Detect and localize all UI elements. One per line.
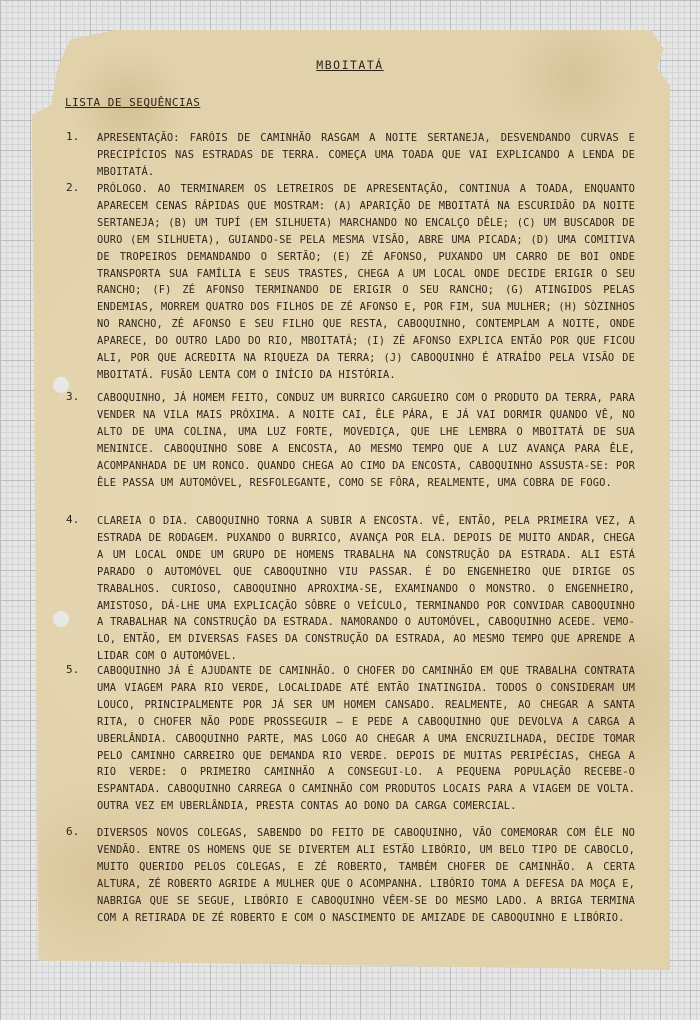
sequence-number: 3.	[66, 390, 80, 403]
sequence-number: 2.	[66, 181, 80, 194]
sequence-number: 1.	[66, 130, 80, 143]
document-subtitle: LISTA DE SEQUÊNCIAS	[65, 96, 201, 109]
sequence-number: 6.	[66, 825, 80, 838]
sequence-number: 5.	[66, 663, 80, 676]
punch-hole	[53, 611, 69, 627]
sequence-text: CABOQUINHO JÁ É AJUDANTE DE CAMINHÃO. O CHOFER DO CAMINHÃO EM QUE TRABALHA CONTRATA UMA VIAGEM PARA RIO VERDE, LOCALIDADE ATÉ ENTÃO INATINGIDA. TODOS O CONSIDERAM UM LOUCO, PRINCIPALMENTE POR JÁ SER UM HOMEM CANSADO. REALMENTE, AO CHEGAR A SANTA RITA, O CHOFER NÃO PODE PROSSEGUIR — E PEDE A CABOQUINHO QUE DEVOLVA A CARGA A UBERLÂNDIA. CABOQUINHO PARTE, MAS LOGO AO CHEGAR A UMA ENCRUZILHADA, DECIDE TOMAR PELO CAMINHO CARREIRO QUE DEMANDA RIO VERDE. DEPOIS DE MUITAS PERIPÉCIAS, CHEGA A RIO VERDE: O PRIMEIRO CAMINHÃO A CONSEGUI-LO. A PEQUENA POPULAÇÃO RECEBE-O ESPANTADA. CABOQUINHO CARREGA O CAMINHÃO COM PRODUTOS LOCAIS PARA A VIAGEM DE VOLTA. OUTRA VEZ EM UBERLÂNDIA, PRESTA CONTAS AO DONO DA CARGA COMERCIAL.	[97, 665, 635, 813]
sequence-text: APRESENTAÇÃO: FARÓIS DE CAMINHÃO RASGAM A NOITE SERTANEJA, DESVENDANDO CURVAS E PRECIPÍCIOS NAS ESTRADAS DE TERRA. COMEÇA UMA TOADA QUE VAI EXPLICANDO A LENDA DE MBOITATÁ.	[97, 132, 635, 178]
sequence-text: CABOQUINHO, JÁ HOMEM FEITO, CONDUZ UM BURRICO CARGUEIRO COM O PRODUTO DA TERRA, PARA VENDER NA VILA MAIS PRÓXIMA. A NOITE CAI, ÊLE PÁRA, E JÁ VAI DORMIR QUANDO VÊ, NO ALTO DE UMA COLINA, UMA LUZ FORTE, MOVEDIÇA, QUE LHE LEMBRA O MBOITATÁ DE SUA MENINICE. CABOQUINHO SOBE A ENCOSTA, AO MESMO TEMPO QUE A LUZ AVANÇA PARA ÊLE, ACOMPANHADA DE UM RONCO. QUANDO CHEGA AO CIMO DA ENCOSTA, CABOQUINHO ASSUSTA-SE: POR ÊLE PASSA UM AUTOMÓVEL, RESFOLEGANTE, COMO SE FÔRA, REALMENTE, UMA COBRA DE FOGO.	[97, 392, 635, 489]
sequence-text: CLAREIA O DIA. CABOQUINHO TORNA A SUBIR A ENCOSTA. VÊ, ENTÃO, PELA PRIMEIRA VEZ, A ESTRADA DE RODAGEM. PUXANDO O BURRICO, AVANÇA POR ELA. DEPOIS DE MUITO ANDAR, CHEGA A UM LOCAL ONDE UM GRUPO DE HOMENS TRABALHA NA CONSTRUÇÃO DA ESTRADA. ALI ESTÁ PARADO O AUTOMÓVEL QUE CABOQUINHO VIU PASSAR. É DO ENGENHEIRO QUE DIRIGE OS TRABALHOS. CURIOSO, CABOQUINHO APROXIMA-SE, EXAMINANDO O MONSTRO. O ENGENHEIRO, AMISTOSO, DÁ-LHE UMA EXPLICAÇÃO SÔBRE O VEÍCULO, TERMINANDO POR CONVIDAR CABOQUINHO A TRABALHAR NA CONSTRUÇÃO DA ESTRADA. NAMORANDO O AUTOMÓVEL, CABOQUINHO ACEDE. VEMO-LO, ENTÃO, EM DIVERSAS FASES DA CONSTRUÇÃO DA ESTRADA, AO MESMO TEMPO QUE APRENDE A LIDAR COM O AUTOMÓVEL.	[97, 515, 635, 663]
sequence-number: 4.	[66, 513, 80, 526]
sequence-text: DIVERSOS NOVOS COLEGAS, SABENDO DO FEITO DE CABOQUINHO, VÃO COMEMORAR COM ÊLE NO VENDÃO. ENTRE OS HOMENS QUE SE DIVERTEM ALI ESTÃO LIBÓRIO, UM BELO TIPO DE CABOCLO, MUITO QUERIDO PELOS COLEGAS, E ZÉ ROBERTO, TAMBÉM CHOFER DE CAMINHÃO. A CERTA ALTURA, ZÉ ROBERTO AGRIDE A MULHER QUE O ACOMPANHA. LIBÓRIO TOMA A DEFESA DA MOÇA E, NABRIGA QUE SE SEGUE, LIBÓRIO E CABOQUINHO VÊEM-SE DO MESMO LADO. A BRIGA TERMINA COM A RETIRADA DE ZÉ ROBERTO E COM O NASCIMENTO DE AMIZADE DE CABOQUINHO E LIBÓRIO.	[97, 827, 635, 924]
document-title: MBOITATÁ	[316, 58, 384, 72]
sequence-text: PRÓLOGO. AO TERMINAREM OS LETREIROS DE APRESENTAÇÃO, CONTINUA A TOADA, ENQUANTO APARECEM CENAS RÁPIDAS QUE MOSTRAM: (A) APARIÇÃO DE MBOITATÁ NA ESCURIDÃO DA NOITE SERTANEJA; (B) UM TUPÍ (EM SILHUETA) MARCHANDO NO ENCALÇO DÊLE; (C) UM BUSCADOR DE OURO (EM SILHUETA), GUIANDO-SE PELA MESMA VISÃO, ABRE UMA PICADA; (D) UMA COMITIVA DE TROPEIROS DEMANDANDO O SERTÃO; (E) ZÉ AFONSO, PUXANDO UM CARRO DE BOI ONDE TRANSPORTA SUA FAMÍLIA E SEUS TRASTES, CHEGA A UM LOCAL ONDE DECIDE ERIGIR O SEU RANCHO; (F) ZÉ AFONSO TERMINANDO DE ERIGIR O SEU RANCHO; (G) ATINGIDOS PELAS ENDEMIAS, MORREM QUATRO DOS FILHOS DE ZÉ AFONSO E, POR FIM, SUA MULHER; (H) SÒZINHOS NO RANCHO, ZÉ AFONSO E SEU FILHO QUE RESTA, CABOQUINHO, CONTEMPLAM A NOITE, ONDE APARECE, DO OUTRO LADO DO RIO, MBOITATÁ; (I) ZÉ AFONSO EXPLICA ENTÃO POR QUE FICOU ALI, POR QUE ACREDITA NA RIQUEZA DA TERRA; (J) CABOQUINHO É ATRAÍDO PELA VISÃO DE MBOITATÁ. FUSÃO LENTA COM O INÍCIO DA HISTÓRIA.	[97, 183, 635, 381]
